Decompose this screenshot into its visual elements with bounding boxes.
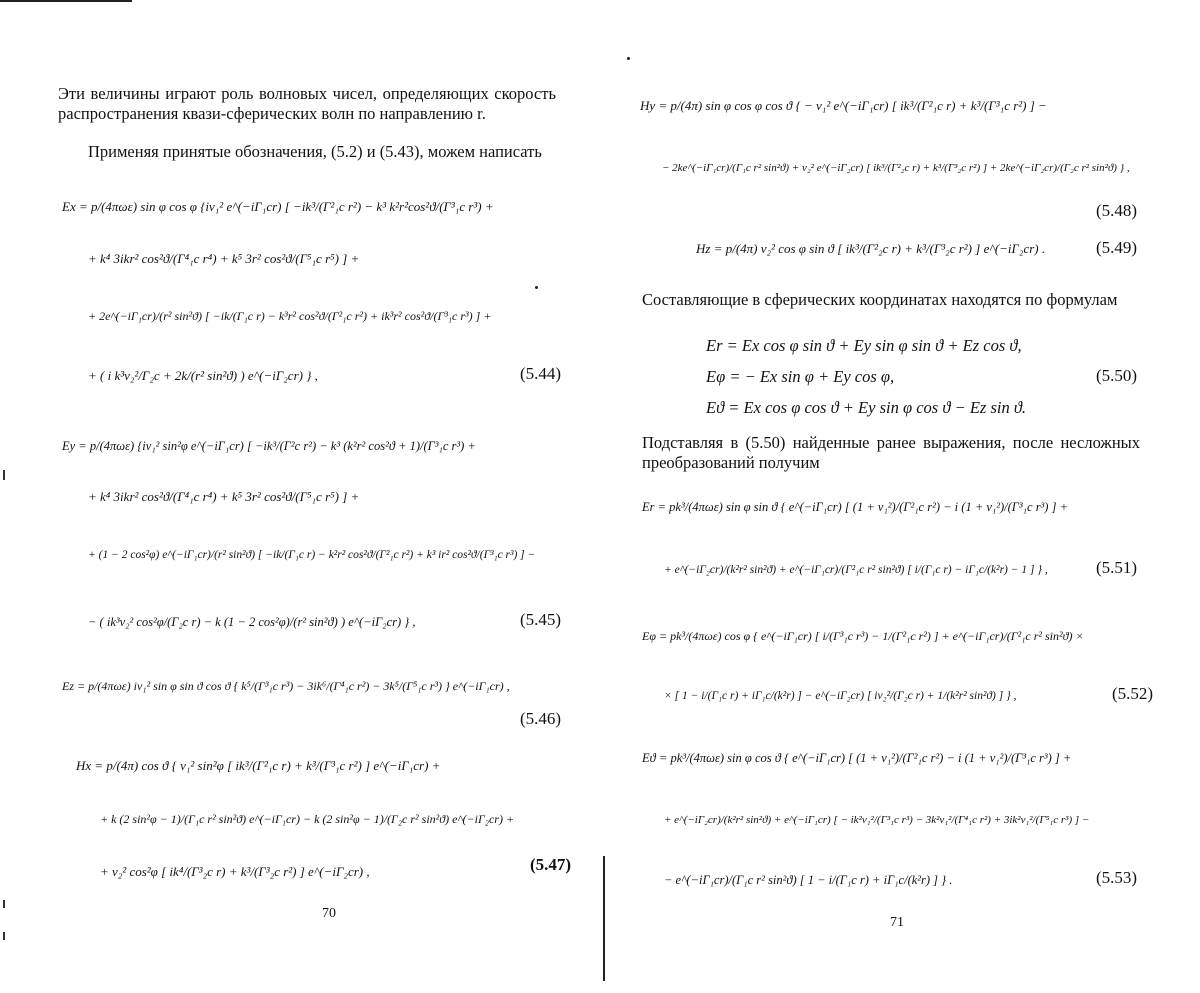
equation-line: Er = Ex cos φ sin ϑ + Ey sin φ sin ϑ + Ez cos ϑ,	[706, 336, 1022, 355]
equation-line: Eφ = pk³/(4πωε) cos φ { e^(−iΓ₁cr) [ i/(Γ³₁c r³) − 1/(Γ²₁c r²) ] + e^(−iΓ₁cr)/(Γ²₁c r² sin²ϑ) ×	[642, 629, 1084, 643]
equation-number: (5.49)	[1096, 238, 1138, 257]
page-number: 71	[890, 915, 904, 930]
equation-line: Er = pk³/(4πωε) sin φ sin ϑ { e^(−iΓ₁cr) [ (1 + ν₁²)/(Γ²₁c r²) − i (1 + ν₁²)/(Γ³₁c r³) ] +	[642, 500, 1069, 514]
equation-number: (5.48)	[1096, 201, 1138, 220]
equation-line: + k (2 sin²φ − 1)/(Γ₁c r² sin²ϑ) e^(−iΓ₁cr) − k (2 sin²φ − 1)/(Γ₂c r² sin²ϑ) e^(−iΓ₂cr) +	[100, 812, 515, 826]
equation-line: + ( i k³ν₂²/Γ₂c + 2k/(r² sin²ϑ) ) e^(−iΓ₂cr) } ,	[88, 368, 318, 383]
equation-line: Eϑ = Ex cos φ cos ϑ + Ey sin φ cos ϑ − Ez sin ϑ.	[706, 398, 1027, 417]
equation-number: (5.52)	[1112, 684, 1154, 703]
equation-line: Eφ = − Ex sin φ + Ey cos φ,	[706, 367, 895, 386]
equation-number: (5.50)	[1096, 366, 1138, 385]
page-number: 70	[322, 906, 336, 921]
equation-line: + e^(−iΓ₂cr)/(k²r² sin²ϑ) + e^(−iΓ₁cr)/(Γ²₁c r² sin²ϑ) [ i/(Γ₁c r) − iΓ₁c/(k²r) − 1 ] } ,	[664, 564, 1048, 576]
equation-line: + k⁴ 3ikr² cos²ϑ/(Γ⁴₁c r⁴) + k⁵ 3r² cos²ϑ/(Γ⁵₁c r⁵) ] +	[88, 489, 360, 504]
intro-paragraph: Эти величины играют роль волновых чисел, определяющих скорость распространения квази-сферических волн по направлению r.	[58, 84, 556, 123]
equation-line: Ex = p/(4πωε) sin φ cos φ {iν₁² e^(−iΓ₁cr) [ −ik³/(Γ²₁c r²) − k³ k²r²cos²ϑ/(Γ³₁c r³) +	[62, 199, 494, 214]
equation-line: Hz = p/(4π) ν₂² cos φ sin ϑ [ ik³/(Γ²₂c r) + k³/(Γ³₂c r²) ] e^(−iΓ₂cr) .	[696, 241, 1046, 256]
equation-line: × [ 1 − i/(Γ₁c r) + iΓ₁c/(k²r) ] − e^(−iΓ₂cr) [ iν₂²/(Γ₂c r) + 1/(k²r² sin²ϑ) ] } ,	[664, 690, 1017, 702]
equation-line: Ey = p/(4πωε) {iν₁² sin²φ e^(−iΓ₁cr) [ −ik³/(Γ²c r²) − k³ (k²r² cos²ϑ + 1)/(Γ³₁c r³) +	[62, 439, 476, 453]
equation-line: Hx = p/(4π) cos ϑ { ν₁² sin²φ [ ik³/(Γ²₁c r) + k³/(Γ³₁c r²) ] e^(−iΓ₁cr) +	[76, 758, 441, 773]
equation-line: − 2ke^(−iΓ₁cr)/(Γ₁c r² sin²ϑ) + ν₂² e^(−iΓ₂cr) [ ik³/(Γ²₂c r) + k³/(Γ³₂c r²) ] + 2ke^(−iΓ₂cr)/(Γ₂c r² sin²ϑ) } ,	[662, 162, 1130, 174]
equation-line: − e^(−iΓ₁cr)/(Γ₁c r² sin²ϑ) [ 1 − i/(Γ₁c r) + iΓ₁c/(k²r) ] } .	[664, 873, 953, 887]
equation-number: (5.47)	[530, 855, 572, 874]
right-page	[600, 0, 1200, 993]
equation-number: (5.45)	[520, 610, 562, 629]
equation-line: Hy = p/(4π) sin φ cos φ cos ϑ { − ν₁² e^(−iΓ₁cr) [ ik³/(Γ²₁c r) + k³/(Γ³₁c r²) ] −	[640, 98, 1047, 113]
equation-line: − ( ik³ν₂² cos²φ/(Γ₂c r) − k (1 − 2 cos²φ)/(r² sin²ϑ) ) e^(−iΓ₂cr) } ,	[88, 615, 416, 629]
equation-line: Eϑ = pk³/(4πωε) sin φ cos ϑ { e^(−iΓ₁cr) [ (1 + ν₁²)/(Γ²₁c r²) − i (1 + ν₁²)/(Γ³₁c r³) ] +	[642, 751, 1072, 765]
equation-line: + (1 − 2 cos²φ) e^(−iΓ₁cr)/(r² sin²ϑ) [ −ik/(Γ₁c r) − k²r² cos²ϑ/(Γ²₁c r²) + k³ ir² cos²ϑ/(Γ³₁c r³) ] −	[88, 549, 536, 561]
equation-line: + ν₂² cos²φ [ ik⁴/(Γ³₂c r) + k³/(Γ³₂c r²) ] e^(−iΓ₂cr) ,	[100, 864, 370, 879]
equation-line: + 2e^(−iΓ₁cr)/(r² sin²ϑ) [ −ik/(Γ₁c r) − k³r² cos²ϑ/(Γ²₁c r²) + ik³r² cos²ϑ/(Γ³₁c r³) ] +	[88, 309, 492, 323]
substitution-paragraph: Подставляя в (5.50) найденные ранее выражения, после несложных преобразований получим	[642, 433, 1140, 472]
spherical-paragraph: Составляющие в сферических координатах находятся по формулам	[642, 290, 1118, 309]
equation-number: (5.53)	[1096, 868, 1138, 887]
equation-number: (5.51)	[1096, 558, 1138, 577]
equation-line: + e^(−iΓ₂cr)/(k²r² sin²ϑ) + e^(−iΓ₁cr) [ − ik²ν₁²/(Γ³₁c r³) − 3k²ν₁²/(Γ⁴₁c r²) + 3ik²ν₁²/(Γ⁵₁c r³) ] −	[664, 814, 1090, 826]
equation-line: + k⁴ 3ikr² cos²ϑ/(Γ⁴₁c r⁴) + k⁵ 3r² cos²ϑ/(Γ⁵₁c r⁵) ] +	[88, 251, 360, 266]
equation-line: Ez = p/(4πωε) iν₁² sin φ sin ϑ cos ϑ { k⁵/(Γ³₁c r³) − 3ik⁶/(Γ⁴₁c r²) − 3k⁵/(Γ⁵₁c r³) } e^(−iΓ₁cr) ,	[62, 679, 510, 693]
equation-number: (5.46)	[520, 709, 562, 728]
lead-in-paragraph: Применяя принятые обозначения, (5.2) и (5.43), можем написать	[88, 142, 542, 161]
equation-number: (5.44)	[520, 364, 562, 383]
